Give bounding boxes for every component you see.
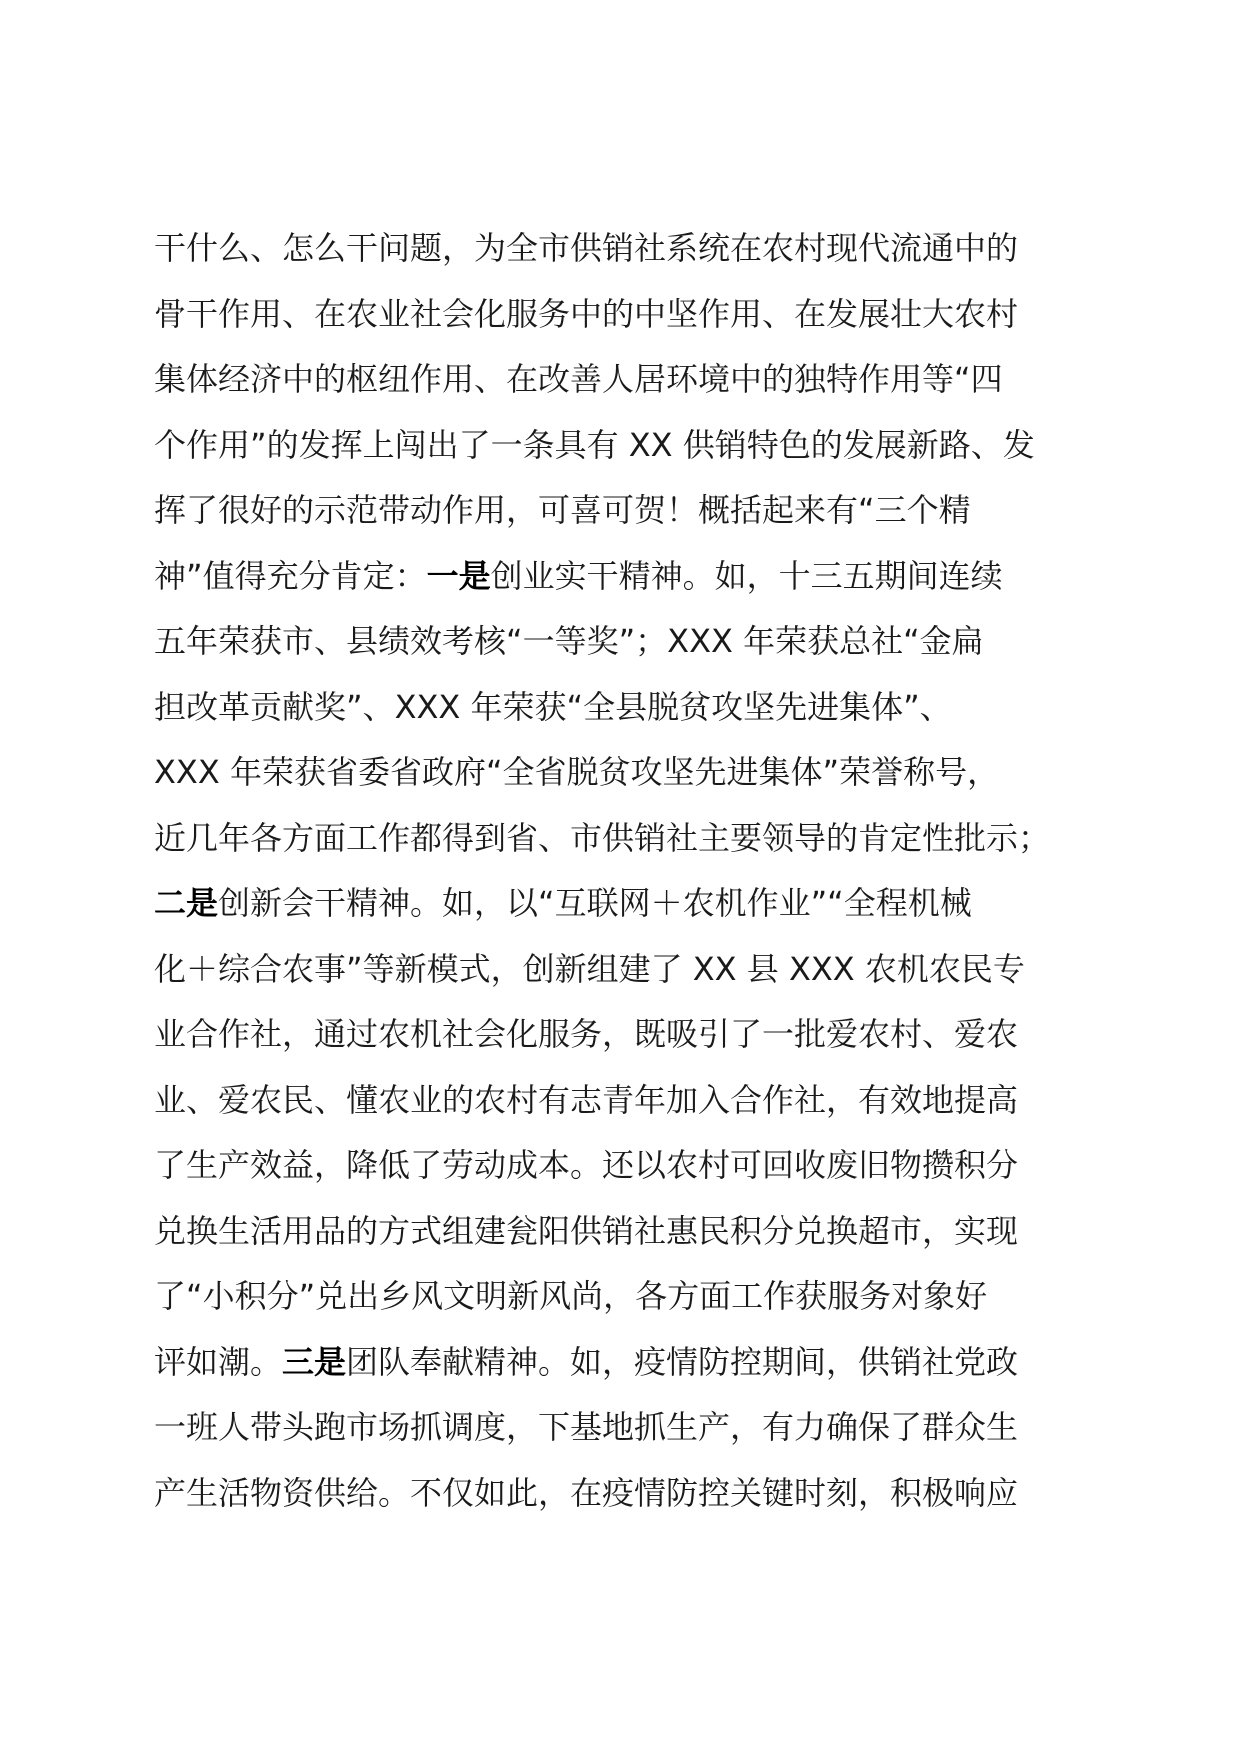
text-segment: 团队奉献精神。如，疫情防控期间，供销社党政 bbox=[346, 1342, 1019, 1381]
text-segment: 评如潮。 bbox=[154, 1342, 283, 1381]
text-line bbox=[154, 1461, 1094, 1527]
bold-heading-marker: 二是 bbox=[154, 884, 219, 922]
text-segment: 创新会干精神。如，以“互联网＋农机作业”“全程机械 bbox=[218, 884, 972, 922]
text-segment: 一班人带头跑市场抓调度，下基地抓生产，有力确保了群众生 bbox=[154, 1408, 1019, 1446]
text-line bbox=[154, 675, 1094, 741]
bold-heading-marker: 三是 bbox=[282, 1342, 347, 1381]
text-segment: 挥了很好的示范带动作用，可喜可贺！概括起来有“三个精 bbox=[154, 491, 971, 529]
text-line bbox=[154, 544, 1094, 610]
text-line bbox=[154, 1395, 1094, 1461]
text-segment: 创业实干精神。如，十三五期间连续 bbox=[490, 556, 1003, 595]
text-line bbox=[154, 609, 1094, 675]
text-line bbox=[154, 937, 1094, 1003]
text-line bbox=[154, 1199, 1094, 1265]
bold-heading-marker: 一是 bbox=[426, 556, 491, 595]
text-segment: 五年荣获市、县绩效考核“一等奖”；XXX 年荣获总社“金扁 bbox=[154, 622, 984, 660]
text-line bbox=[154, 871, 1094, 937]
text-line bbox=[154, 216, 1094, 282]
text-segment: 产生活物资供给。不仅如此，在疫情防控关键时刻，积极响应 bbox=[154, 1473, 1019, 1512]
text-segment: XXX 年荣获省委省政府“全省脱贫攻坚先进集体”荣誉称号， bbox=[154, 753, 1000, 791]
text-segment: 神”值得充分肯定： bbox=[154, 556, 427, 595]
text-line bbox=[154, 806, 1094, 872]
text-line bbox=[154, 478, 1094, 544]
text-line bbox=[154, 740, 1094, 806]
text-segment: 了“小积分”兑出乡风文明新风尚，各方面工作获服务对象好 bbox=[154, 1277, 988, 1315]
text-segment: 干什么、怎么干问题，为全市供销社系统在农村现代流通中的 bbox=[154, 229, 1019, 267]
text-line bbox=[154, 413, 1094, 479]
text-segment: 业、爱农民、懂农业的农村有志青年加入合作社，有效地提高 bbox=[154, 1080, 1019, 1119]
text-segment: 业合作社，通过农机社会化服务，既吸引了一批爱农村、爱农 bbox=[154, 1015, 1019, 1053]
text-segment: 集体经济中的枢纽作用、在改善人居环境中的独特作用等“四 bbox=[154, 360, 1003, 398]
text-segment: 化＋综合农事”等新模式，创新组建了 XX 县 XXX 农机农民专 bbox=[154, 949, 1025, 988]
text-segment: 个作用”的发挥上闯出了一条具有 XX 供销特色的发展新路、发 bbox=[154, 425, 1035, 464]
text-segment: 了生产效益，降低了劳动成本。还以农村可回收废旧物攒积分 bbox=[154, 1146, 1019, 1184]
text-line bbox=[154, 347, 1094, 413]
text-line bbox=[154, 1133, 1094, 1199]
text-line bbox=[154, 1002, 1094, 1068]
text-line bbox=[154, 1330, 1094, 1396]
text-line bbox=[154, 1068, 1094, 1134]
text-segment: 骨干作用、在农业社会化服务中的中坚作用、在发展壮大农村 bbox=[154, 294, 1019, 333]
text-line bbox=[154, 282, 1094, 348]
text-segment: 近几年各方面工作都得到省、市供销社主要领导的肯定性批示； bbox=[154, 818, 1051, 857]
text-segment: 担改革贡献奖”、XXX 年荣获“全县脱贫攻坚先进集体”、 bbox=[154, 687, 952, 726]
text-line bbox=[154, 1264, 1094, 1330]
body-text bbox=[154, 216, 1094, 1526]
text-segment: 兑换生活用品的方式组建瓮阳供销社惠民积分兑换超市，实现 bbox=[154, 1211, 1019, 1250]
